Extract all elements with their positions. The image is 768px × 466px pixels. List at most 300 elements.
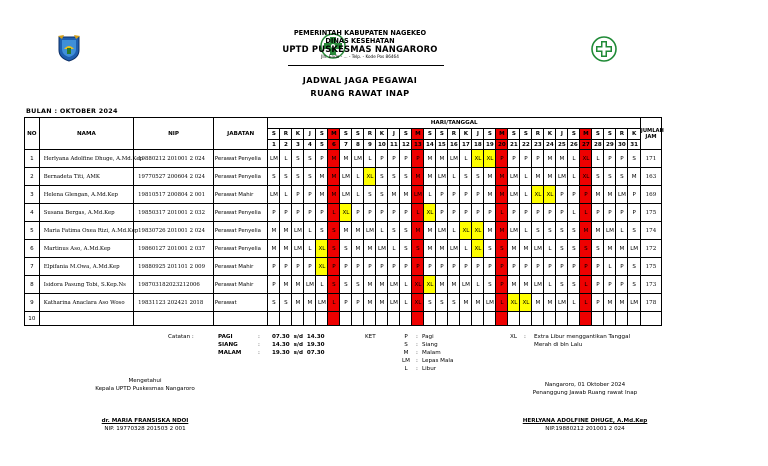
shift-cell	[424, 312, 436, 326]
shift-cell: M	[280, 222, 292, 240]
ket-label: KET	[365, 334, 376, 340]
shift-cell: P	[376, 150, 388, 168]
signature-right-nip: NIP.19880212 201001 2 024	[545, 426, 625, 432]
code-legend-row	[400, 365, 453, 373]
row-no: 2	[25, 168, 40, 186]
table-row	[25, 294, 662, 312]
code-legend	[400, 333, 453, 373]
code-abbr: LM	[402, 358, 410, 364]
xl-description-2: Merah di bln Lalu	[534, 342, 583, 348]
shift-cell: P	[292, 258, 304, 276]
date-number: 17	[460, 140, 472, 150]
shift-cell: M	[436, 150, 448, 168]
shift-cell: M	[352, 222, 364, 240]
shift-cell: P	[556, 186, 568, 204]
date-number: 2	[280, 140, 292, 150]
shift-cell: L	[352, 168, 364, 186]
row-no: 8	[25, 276, 40, 294]
code-legend-row	[400, 341, 453, 349]
row-jabatan: Perawat	[213, 294, 268, 312]
day-letter: J	[388, 129, 400, 140]
row-jumlah-jam: 171	[640, 150, 661, 168]
shift-cell	[352, 312, 364, 326]
shift-cell: P	[376, 258, 388, 276]
shift-cell: LM	[616, 186, 628, 204]
shift-cell: M	[364, 294, 376, 312]
day-letter: R	[364, 129, 376, 140]
shift-cell: L	[580, 294, 592, 312]
row-jabatan: Perawat Mahir	[213, 186, 268, 204]
shift-cell	[520, 312, 532, 326]
code-legend-row	[400, 333, 453, 341]
month-label: BULAN : OKTOBER 2024	[26, 107, 118, 115]
shift-cell: L	[604, 258, 616, 276]
code-description: Pagi	[422, 334, 434, 340]
date-number: 24	[544, 140, 556, 150]
shift-cell: P	[280, 204, 292, 222]
shift-cell: L	[472, 276, 484, 294]
day-letter: R	[448, 129, 460, 140]
shift-cell	[292, 312, 304, 326]
shift-cell: P	[460, 204, 472, 222]
row-jumlah-jam: 175	[640, 204, 661, 222]
shift-cell	[364, 312, 376, 326]
shift-cell: L	[364, 150, 376, 168]
shift-cell: P	[340, 258, 352, 276]
date-number: 23	[532, 140, 544, 150]
shift-cell: L	[304, 222, 316, 240]
shift-cell: M	[412, 168, 424, 186]
row-no: 3	[25, 186, 40, 204]
shift-cell	[616, 312, 628, 326]
shift-cell: S	[628, 150, 640, 168]
table-row	[25, 186, 662, 204]
shift-cell: S	[556, 276, 568, 294]
shift-cell: P	[592, 276, 604, 294]
shift-cell: S	[292, 168, 304, 186]
shift-cell: S	[460, 168, 472, 186]
shift-cell: P	[340, 294, 352, 312]
shift-legend	[218, 333, 325, 357]
shift-cell: P	[592, 294, 604, 312]
shift-cell: LM	[364, 222, 376, 240]
shift-cell: S	[400, 222, 412, 240]
shift-cell: M	[328, 168, 340, 186]
code-description: Siang	[422, 342, 438, 348]
letterhead-department: DINAS KESEHATAN	[325, 36, 395, 45]
row-no: 10	[25, 312, 40, 326]
shift-name: MALAM	[218, 350, 242, 356]
day-letter: M	[496, 129, 508, 140]
date-number: 5	[316, 140, 328, 150]
shift-cell: LM	[628, 240, 640, 258]
date-number: 16	[448, 140, 460, 150]
shift-cell: S	[268, 294, 280, 312]
shift-cell: P	[508, 258, 520, 276]
shift-cell: P	[316, 204, 328, 222]
shift-cell: P	[364, 258, 376, 276]
shift-cell: P	[556, 258, 568, 276]
shift-cell: P	[412, 150, 424, 168]
day-letter: S	[352, 129, 364, 140]
date-number: 13	[412, 140, 424, 150]
shift-cell	[472, 312, 484, 326]
shift-cell: P	[520, 258, 532, 276]
shift-cell: M	[496, 168, 508, 186]
shift-cell: M	[292, 276, 304, 294]
header-hari-tanggal: HARI/TANGGAL	[268, 118, 640, 129]
shift-cell: M	[424, 240, 436, 258]
shift-cell: P	[580, 258, 592, 276]
row-jumlah-jam: 175	[640, 258, 661, 276]
shift-cell: M	[484, 186, 496, 204]
shift-cell	[412, 312, 424, 326]
shift-cell: P	[448, 204, 460, 222]
shift-time: 07.30 s/d 14.30	[272, 334, 325, 340]
row-jumlah-jam: 169	[640, 186, 661, 204]
code-colon: :	[416, 350, 418, 356]
shift-cell: M	[544, 150, 556, 168]
shift-cell	[628, 312, 640, 326]
shift-legend-row	[218, 349, 325, 357]
shift-cell: L	[280, 186, 292, 204]
shift-cell: P	[568, 186, 580, 204]
shift-cell: XL	[520, 294, 532, 312]
shift-cell: M	[592, 222, 604, 240]
shift-cell: L	[316, 276, 328, 294]
row-nama: Katharina Anaclara Aso Woso	[39, 294, 133, 312]
day-letter: S	[520, 129, 532, 140]
shift-cell: M	[532, 294, 544, 312]
shift-cell: S	[580, 240, 592, 258]
shift-cell: P	[460, 186, 472, 204]
shift-cell: P	[604, 204, 616, 222]
shift-cell: LM	[508, 186, 520, 204]
shift-cell: L	[520, 168, 532, 186]
shift-cell	[376, 312, 388, 326]
shift-cell	[328, 312, 340, 326]
shift-cell: S	[472, 168, 484, 186]
shift-cell: L	[580, 276, 592, 294]
shift-cell: S	[628, 222, 640, 240]
shift-cell: M	[460, 294, 472, 312]
shift-cell	[280, 312, 292, 326]
shift-cell: S	[376, 186, 388, 204]
shift-cell	[460, 312, 472, 326]
shift-cell: L	[388, 240, 400, 258]
table-row	[25, 312, 662, 326]
shift-cell: L	[460, 240, 472, 258]
date-number: 12	[400, 140, 412, 150]
shift-cell: P	[400, 258, 412, 276]
shift-cell: L	[460, 150, 472, 168]
shift-cell: P	[448, 258, 460, 276]
shift-cell: M	[616, 240, 628, 258]
shift-cell	[508, 312, 520, 326]
shift-cell: LM	[436, 168, 448, 186]
shift-cell: M	[448, 276, 460, 294]
shift-cell: M	[544, 294, 556, 312]
day-letter: S	[592, 129, 604, 140]
shift-cell: M	[316, 168, 328, 186]
shift-cell: P	[460, 258, 472, 276]
row-jabatan: Perawat Mahir	[213, 258, 268, 276]
shift-cell	[544, 312, 556, 326]
shift-cell: L	[400, 276, 412, 294]
shift-cell	[580, 312, 592, 326]
shift-cell: L	[448, 222, 460, 240]
shift-cell: S	[568, 240, 580, 258]
shift-cell: LM	[388, 294, 400, 312]
shift-cell: LM	[304, 276, 316, 294]
shift-cell	[340, 312, 352, 326]
table-row	[25, 276, 662, 294]
shift-cell	[532, 312, 544, 326]
shift-cell: S	[616, 168, 628, 186]
shift-cell: P	[592, 258, 604, 276]
row-jumlah-jam: 172	[640, 240, 661, 258]
code-legend-row	[400, 357, 453, 365]
shift-cell: L	[280, 150, 292, 168]
shift-cell: LM	[532, 240, 544, 258]
code-colon: :	[416, 358, 418, 364]
day-letter: S	[316, 129, 328, 140]
signature-left-nip: NIP. 19770328 201503 2 001	[104, 426, 186, 432]
row-jumlah-jam: 173	[640, 276, 661, 294]
shift-cell: L	[616, 222, 628, 240]
shift-cell: M	[628, 168, 640, 186]
shift-cell: P	[304, 258, 316, 276]
shift-cell: P	[568, 258, 580, 276]
date-number: 22	[520, 140, 532, 150]
day-letter: J	[556, 129, 568, 140]
shift-cell: P	[292, 204, 304, 222]
row-nip: 19860127 201001 2 037	[134, 240, 214, 258]
code-description: Lepas Mala	[422, 358, 454, 364]
duty-roster-table	[24, 117, 662, 326]
row-nama: Susana Bergas, A.Md.Kep	[39, 204, 133, 222]
header-no: NO	[25, 118, 40, 150]
date-number: 1	[268, 140, 280, 150]
shift-cell: M	[532, 168, 544, 186]
header-nip: NIP	[134, 118, 214, 150]
shift-cell: M	[496, 186, 508, 204]
shift-cell: LM	[376, 240, 388, 258]
shift-cell: P	[436, 186, 448, 204]
day-letter: S	[268, 129, 280, 140]
shift-cell: P	[388, 258, 400, 276]
code-abbr: S	[404, 342, 408, 348]
shift-colon: :	[258, 342, 260, 348]
shift-cell: S	[604, 168, 616, 186]
signature-right-name: HERLYANA ADOLFINE DHUGE, A.Md.Kep	[522, 418, 648, 424]
shift-cell: S	[340, 240, 352, 258]
shift-cell: P	[388, 204, 400, 222]
shift-cell: P	[556, 204, 568, 222]
regency-emblem-icon	[56, 34, 82, 62]
shift-cell: P	[448, 186, 460, 204]
row-nip: 19830726 201001 2 024	[134, 222, 214, 240]
shift-cell: P	[388, 150, 400, 168]
shift-cell: P	[292, 186, 304, 204]
shift-cell: M	[268, 240, 280, 258]
shift-cell: M	[316, 186, 328, 204]
signature-left-name: dr. MARIA FRANSISKA NDOI	[101, 418, 189, 424]
row-nip: 19770527 200604 2 024	[134, 168, 214, 186]
shift-cell: M	[412, 222, 424, 240]
day-letter: S	[508, 129, 520, 140]
shift-cell: LM	[556, 168, 568, 186]
shift-cell: L	[592, 150, 604, 168]
shift-cell: XL	[472, 150, 484, 168]
day-letter: S	[436, 129, 448, 140]
letterhead-government: PEMERINTAH KABUPATEN NAGEKEO	[293, 29, 427, 37]
shift-cell: M	[364, 276, 376, 294]
shift-cell: XL	[532, 186, 544, 204]
table-row	[25, 222, 662, 240]
letterhead-rule	[288, 65, 444, 66]
shift-cell: XL	[484, 150, 496, 168]
shift-cell	[388, 312, 400, 326]
shift-cell	[400, 312, 412, 326]
shift-cell: M	[400, 186, 412, 204]
shift-cell: P	[352, 204, 364, 222]
shift-cell: M	[424, 222, 436, 240]
date-number: 3	[292, 140, 304, 150]
shift-cell: XL	[580, 168, 592, 186]
shift-cell: P	[628, 186, 640, 204]
shift-cell: P	[424, 258, 436, 276]
shift-cell: M	[388, 186, 400, 204]
shift-cell: M	[268, 222, 280, 240]
shift-cell: LM	[448, 150, 460, 168]
row-nama: Bernadeta Titi, AMK	[39, 168, 133, 186]
xl-colon: :	[524, 334, 526, 340]
row-jabatan: Perawat Penyelia	[213, 240, 268, 258]
shift-cell: P	[400, 204, 412, 222]
signature-left	[60, 377, 230, 433]
row-jumlah-jam: 163	[640, 168, 661, 186]
row-nip: 19880925 201101 2 009	[134, 258, 214, 276]
shift-name: PAGI	[218, 334, 233, 340]
day-letter: K	[376, 129, 388, 140]
shift-cell: S	[592, 168, 604, 186]
shift-cell: S	[568, 222, 580, 240]
day-letter: M	[580, 129, 592, 140]
shift-cell: M	[304, 294, 316, 312]
row-nip: 198703182023212006	[134, 276, 214, 294]
shift-cell: S	[280, 168, 292, 186]
shift-cell: S	[280, 294, 292, 312]
table-row	[25, 258, 662, 276]
shift-cell: L	[376, 222, 388, 240]
row-no: 6	[25, 240, 40, 258]
shift-colon: :	[258, 334, 260, 340]
shift-cell: P	[484, 204, 496, 222]
shift-cell: P	[544, 258, 556, 276]
shift-cell: S	[388, 168, 400, 186]
shift-cell: M	[544, 168, 556, 186]
shift-cell: M	[376, 294, 388, 312]
code-colon: :	[416, 342, 418, 348]
shift-cell: M	[340, 222, 352, 240]
row-nip: 19880212 201001 2 024	[134, 150, 214, 168]
shift-cell	[484, 312, 496, 326]
shift-cell: S	[556, 240, 568, 258]
row-jabatan: Perawat Penyelia	[213, 150, 268, 168]
shift-cell: XL	[316, 258, 328, 276]
shift-cell: L	[544, 276, 556, 294]
row-jabatan: Perawat Penyelia	[213, 168, 268, 186]
date-number: 20	[496, 140, 508, 150]
day-letter: K	[628, 129, 640, 140]
shift-cell: P	[364, 204, 376, 222]
row-nama: Herlyana Adolfine Dhuge, A.Md.Kep	[39, 150, 133, 168]
shift-time: 14.30 s/d 19.30	[272, 342, 325, 348]
shift-cell: P	[532, 150, 544, 168]
shift-cell: L	[520, 222, 532, 240]
row-no: 1	[25, 150, 40, 168]
shift-cell: S	[376, 168, 388, 186]
shift-cell: M	[280, 240, 292, 258]
notes-label: Catatan :	[168, 334, 194, 340]
date-number: 11	[388, 140, 400, 150]
shift-cell: P	[532, 204, 544, 222]
date-number: 26	[568, 140, 580, 150]
shift-cell: P	[268, 258, 280, 276]
shift-cell: P	[280, 258, 292, 276]
shift-cell: L	[580, 204, 592, 222]
shift-cell: P	[472, 204, 484, 222]
shift-cell	[304, 312, 316, 326]
shift-cell: P	[544, 204, 556, 222]
shift-cell: LM	[556, 294, 568, 312]
shift-cell: L	[496, 294, 508, 312]
row-jumlah-jam	[640, 312, 661, 326]
shift-cell: P	[268, 204, 280, 222]
shift-cell: M	[520, 240, 532, 258]
puskesmas-logo-icon	[591, 36, 617, 62]
day-letter: K	[292, 129, 304, 140]
code-abbr: L	[404, 366, 408, 372]
shift-cell: LM	[508, 222, 520, 240]
day-letter: S	[568, 129, 580, 140]
shift-cell: LM	[268, 186, 280, 204]
shift-cell: XL	[508, 294, 520, 312]
table-row	[25, 150, 662, 168]
shift-cell: L	[568, 204, 580, 222]
shift-cell: XL	[424, 276, 436, 294]
day-letter: M	[412, 129, 424, 140]
shift-cell: XL	[472, 222, 484, 240]
code-description: Malam	[422, 350, 441, 356]
day-letter: R	[616, 129, 628, 140]
shift-cell: M	[604, 294, 616, 312]
row-jabatan: Perawat Mahir	[213, 276, 268, 294]
shift-cell: S	[328, 222, 340, 240]
shift-cell: S	[268, 168, 280, 186]
row-nama: Isidora Pasung Tobi, S.Kep.Ns	[39, 276, 133, 294]
shift-cell: S	[412, 240, 424, 258]
date-number: 8	[352, 140, 364, 150]
shift-cell: P	[304, 186, 316, 204]
shift-cell: S	[532, 222, 544, 240]
shift-cell: P	[496, 150, 508, 168]
shift-cell: P	[532, 258, 544, 276]
shift-cell: LM	[352, 150, 364, 168]
shift-cell: M	[472, 294, 484, 312]
shift-cell: LM	[484, 294, 496, 312]
